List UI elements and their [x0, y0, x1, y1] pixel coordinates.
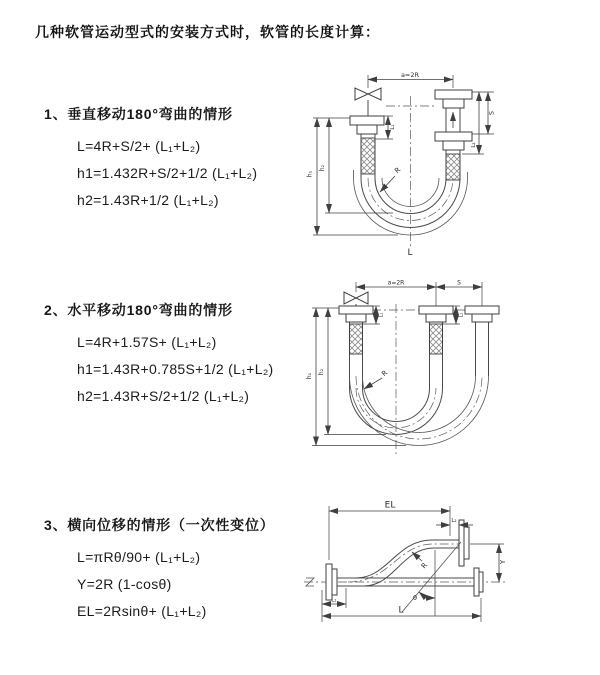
radius-leader	[364, 369, 389, 389]
dimension-l2	[471, 92, 479, 154]
formula-line: L=4R+S/2+ (L₁+L₂)	[77, 138, 201, 154]
formula-line: h2=1.43R+S/2+1/2 (L₁+L₂)	[77, 388, 250, 404]
dim-a2r-label: a=2R	[400, 71, 420, 79]
formula-line: h2=1.43R+1/2 (L₁+L₂)	[77, 192, 219, 208]
flange-middle	[419, 306, 453, 322]
dim-l2-label: L₂	[451, 518, 457, 524]
section-1-formulas	[77, 133, 257, 214]
formula-line: L=πRθ/90+ (L₁+L₂)	[77, 549, 201, 565]
flange-right	[465, 306, 499, 322]
section-vertical-movement	[44, 104, 257, 214]
section-lateral-displacement	[44, 515, 275, 625]
dim-el-label: EL	[384, 500, 396, 511]
flange-left	[326, 564, 337, 600]
dim-s-label: S	[457, 279, 461, 287]
valve-icon	[355, 88, 381, 116]
dim-l1-label: L₁	[331, 597, 337, 604]
dim-l1-label: L₁	[390, 124, 396, 130]
formula-line: h1=1.43R+0.785S+1/2 (L₁+L₂)	[77, 361, 274, 377]
dim-s-label: S	[487, 110, 496, 116]
dim-h1-label: h₁	[306, 170, 314, 178]
dim-y-label: Y	[499, 559, 507, 565]
section-3-formulas	[77, 544, 275, 625]
formula-line: L=4R+1.57S+ (L₁+L₂)	[77, 334, 217, 350]
radius-leader	[380, 166, 402, 192]
flange-right-upper	[435, 90, 472, 108]
radius-leader	[412, 552, 429, 570]
dim-h1-label: h₁	[306, 372, 313, 380]
centerlines	[386, 96, 435, 249]
formula-line: EL=2Rsinθ+ (L₁+L₂)	[77, 603, 207, 619]
dim-a2r-label: a=2R	[387, 279, 405, 287]
label-l: L	[407, 248, 413, 258]
dim-l1-label: L₁	[378, 312, 385, 318]
formula-line: Y=2R (1-cosθ)	[77, 576, 172, 592]
dimension-a2r	[356, 280, 482, 307]
diagram-lateral-displacement	[298, 492, 598, 660]
flange-right-lower	[435, 132, 472, 150]
label-r: R	[380, 368, 390, 379]
dimension-el	[329, 501, 450, 561]
label-r: R	[419, 561, 430, 571]
label-r: R	[393, 165, 403, 176]
angle-theta	[402, 542, 461, 616]
flange-left	[339, 306, 373, 322]
dimension-h1	[307, 118, 399, 235]
dim-h2-label: h₂	[318, 368, 325, 376]
section-2-formulas	[77, 329, 274, 410]
flange-lower-right	[474, 568, 483, 596]
dimension-l2	[436, 518, 473, 525]
flange-left	[350, 116, 384, 134]
label-theta: θ	[413, 594, 417, 602]
section-horizontal-movement	[44, 300, 274, 410]
formula-line: h1=1.432R+S/2+1/2 (L₁+L₂)	[77, 165, 258, 181]
dim-l2-label: L₂	[458, 312, 465, 318]
section-2-heading: 2、水平移动180°弯曲的情形	[44, 302, 233, 318]
dim-h2-label: h₂	[319, 164, 326, 172]
dimension-a2r	[368, 71, 453, 88]
dim-l2-label: L₂	[471, 142, 477, 148]
page-title: 几种软管运动型式的安装方式时，软管的长度计算：	[35, 24, 380, 40]
valve-icon	[344, 292, 368, 306]
hose	[350, 322, 489, 446]
diagram-horizontal-180-bend	[298, 276, 598, 464]
hose	[337, 540, 474, 586]
diagram-vertical-180-bend	[298, 66, 598, 262]
section-3-heading: 3、横向位移的情形（一次性变位）	[44, 517, 275, 533]
section-1-heading: 1、垂直移动180°弯曲的情形	[44, 106, 233, 122]
dimension-s	[436, 280, 482, 288]
dim-l-label: L	[398, 605, 404, 616]
